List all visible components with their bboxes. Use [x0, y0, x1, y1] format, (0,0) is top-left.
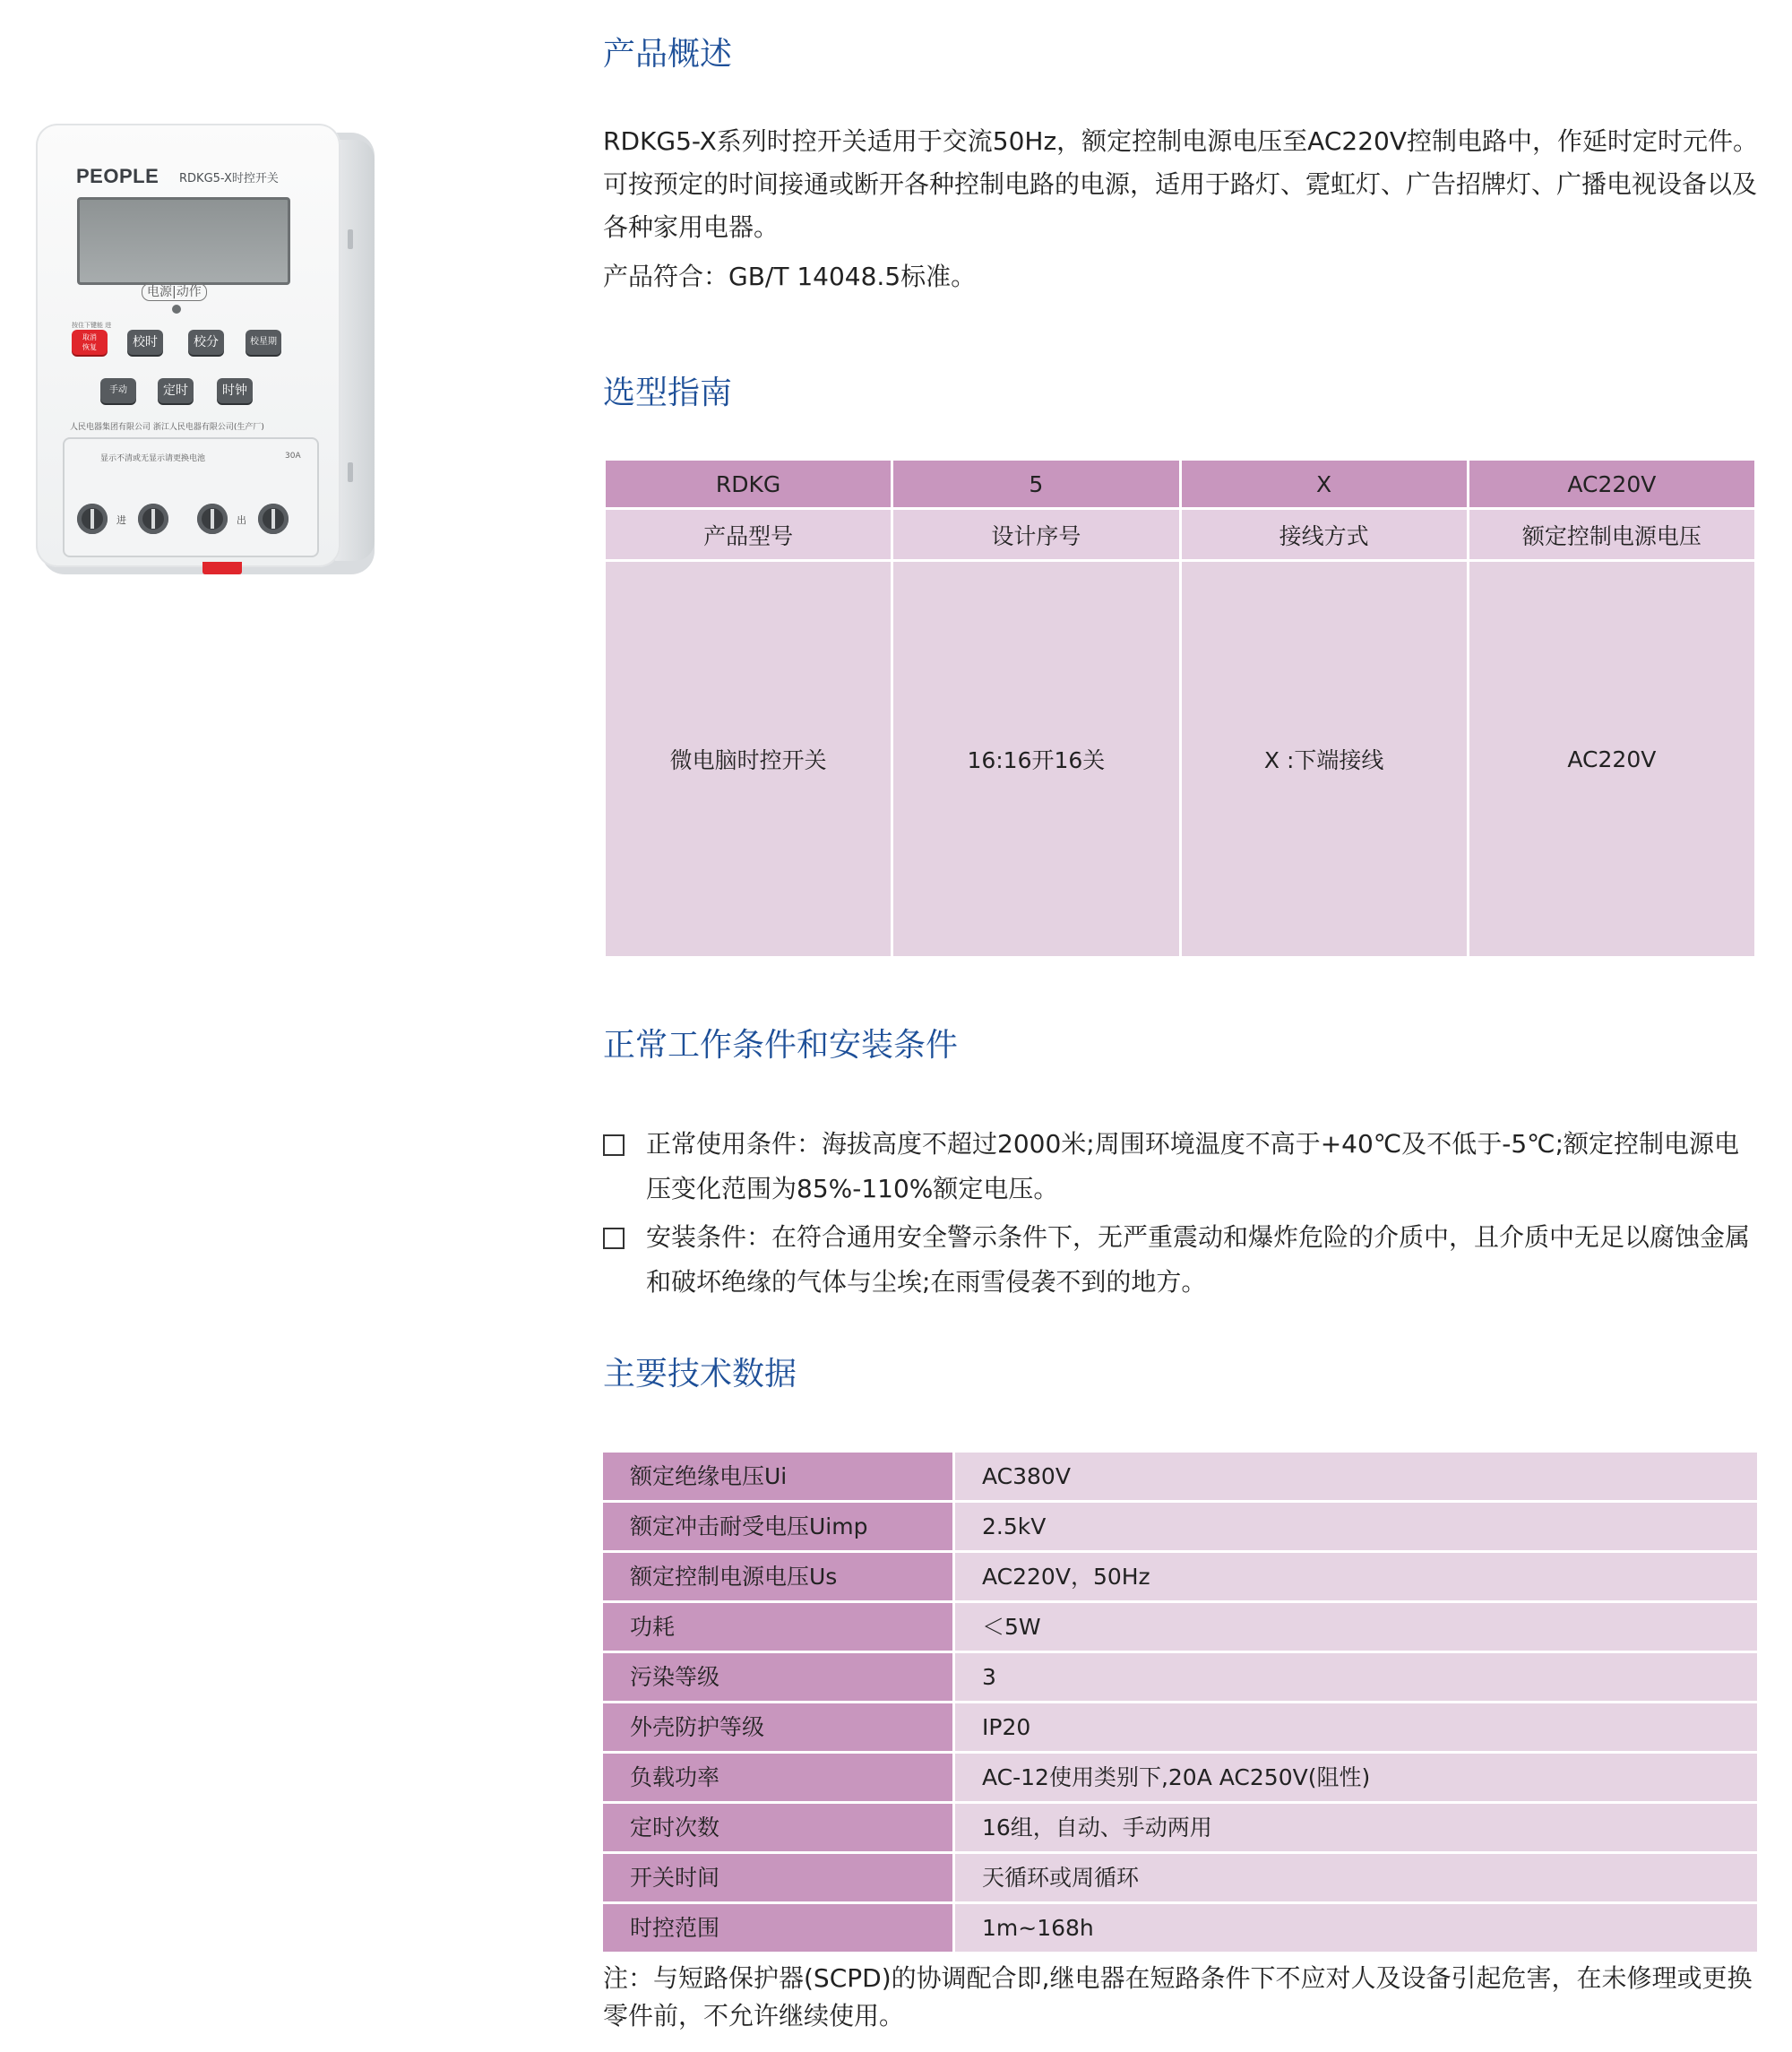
side-notch [348, 462, 353, 482]
spec-key: 负载功率 [603, 1754, 952, 1801]
terminal-in-label: 进 [116, 514, 126, 526]
spec-value: 3 [955, 1653, 1757, 1701]
selection-label-row [606, 507, 1754, 559]
spec-row [603, 1603, 1757, 1651]
spec-row [603, 1653, 1757, 1701]
selection-code-cell: RDKG [606, 461, 891, 507]
condition-item [603, 1215, 1763, 1305]
spec-key: 时控范围 [603, 1904, 952, 1952]
spec-value: 1m~168h [955, 1904, 1757, 1952]
spec-row [603, 1754, 1757, 1801]
brand-logo: PEOPLE [76, 165, 159, 187]
spec-key: 开关时间 [603, 1854, 952, 1901]
overview-heading: 产品概述 [603, 36, 733, 73]
spec-note: 注：与短路保护器(SCPD)的协调配合即,继电器在短路条件下不应对人及设备引起危害，在未修理或更换零件前，不允许继续使用。 [603, 1963, 1753, 2030]
spec-value: 2.5kV [955, 1503, 1757, 1550]
overview-standard: 产品符合：GB/T 14048.5标准。 [603, 262, 977, 291]
terminal-screw [77, 504, 108, 534]
spec-row [603, 1854, 1757, 1901]
spec-value: ＜5W [955, 1603, 1757, 1651]
device-small-text: 按住下键能 进 [72, 322, 112, 329]
terminal-screw [197, 504, 228, 534]
specs-heading: 主要技术数据 [603, 1356, 797, 1392]
selection-code-cell: 5 [893, 461, 1178, 507]
spec-row [603, 1553, 1757, 1600]
rating-label: 30A [285, 452, 301, 461]
side-notch [348, 229, 353, 249]
selection-table [603, 461, 1757, 956]
selection-value-cell: 16:16开16关 [893, 559, 1178, 956]
condition-text: 正常使用条件：海拔高度不超过2000米;周围环境温度不高于+40℃及不低于-5℃;额定控制电源电压变化范围为85%-110%额定电压。 [646, 1129, 1740, 1203]
spec-key: 污染等级 [603, 1653, 952, 1701]
status-led [172, 305, 181, 314]
product-image [36, 124, 375, 574]
clock-button: 时钟 [217, 378, 253, 403]
timer-button: 定时 [158, 378, 194, 403]
device-foot [202, 562, 242, 574]
overview-paragraph: RDKG5-X系列时控开关适用于交流50Hz，额定控制电源电压至AC220V控制电路中，作延时定时元件。可按预定的时间接通或断开各种控制电路的电源，适用于路灯、霓虹灯、广告招牌灯、广播电视设备以及各种家用电器。 [603, 126, 1758, 242]
selection-value-cell: 微电脑时控开关 [606, 559, 891, 956]
spec-value: 16组，自动、手动两用 [955, 1804, 1757, 1851]
lcd-screen [77, 197, 290, 285]
terminal-out-label: 出 [237, 514, 246, 526]
manual-button: 手动 [100, 378, 136, 403]
spec-key: 额定绝缘电压Ui [603, 1453, 952, 1500]
spec-value: 天循环或周循环 [955, 1854, 1757, 1901]
spec-row [603, 1703, 1757, 1751]
battery-hint: 显示不清或无显示请更换电池 [100, 454, 206, 463]
spec-row [603, 1453, 1757, 1500]
spec-table [603, 1453, 1757, 1954]
selection-value-row [606, 559, 1754, 956]
selection-code-cell: X [1182, 461, 1467, 507]
selection-code-cell: AC220V [1469, 461, 1754, 507]
cancel-button: 取消 恢复 [72, 330, 108, 355]
terminal-screw [258, 504, 289, 534]
spec-key: 额定冲击耐受电压Uimp [603, 1503, 952, 1550]
condition-item [603, 1122, 1763, 1211]
spec-row [603, 1804, 1757, 1851]
set-minute-button: 校分 [188, 330, 224, 355]
selection-code-row [606, 461, 1754, 507]
selection-label-cell: 设计序号 [893, 507, 1178, 559]
selection-value-cell: X :下端接线 [1182, 559, 1467, 956]
spec-key: 外壳防护等级 [603, 1703, 952, 1751]
selection-value-cell: AC220V [1469, 559, 1754, 956]
set-time-button: 校时 [127, 330, 163, 355]
terminal-panel [63, 437, 319, 557]
selection-heading: 选型指南 [603, 375, 733, 411]
device-side [335, 140, 375, 561]
spec-value: AC-12使用类别下,20A AC250V(阻性) [955, 1754, 1757, 1801]
device-body [36, 124, 340, 567]
spec-value: AC220V，50Hz [955, 1553, 1757, 1600]
checkbox-icon [603, 1134, 625, 1156]
spec-row [603, 1904, 1757, 1952]
spec-row [603, 1503, 1757, 1550]
selection-label-cell: 产品型号 [606, 507, 891, 559]
status-label: 电源|动作 [142, 283, 207, 301]
spec-key: 额定控制电源电压Us [603, 1553, 952, 1600]
selection-label-cell: 接线方式 [1182, 507, 1467, 559]
spec-value: IP20 [955, 1703, 1757, 1751]
conditions-heading: 正常工作条件和安装条件 [603, 1027, 959, 1064]
manufacturer-text: 人民电器集团有限公司 浙江人民电器有限公司(生产厂) [70, 423, 264, 432]
condition-text: 安装条件：在符合通用安全警示条件下，无严重震动和爆炸危险的介质中，且介质中无足以腐蚀金属和破坏绝缘的气体与尘埃;在雨雪侵袭不到的地方。 [646, 1222, 1751, 1297]
device-model-label: RDKG5-X时控开关 [179, 172, 279, 185]
set-week-button: 校星期 [246, 330, 281, 355]
terminal-screw [138, 504, 168, 534]
selection-label-cell: 额定控制电源电压 [1469, 507, 1754, 559]
spec-key: 定时次数 [603, 1804, 952, 1851]
spec-key: 功耗 [603, 1603, 952, 1651]
checkbox-icon [603, 1228, 625, 1249]
spec-value: AC380V [955, 1453, 1757, 1500]
